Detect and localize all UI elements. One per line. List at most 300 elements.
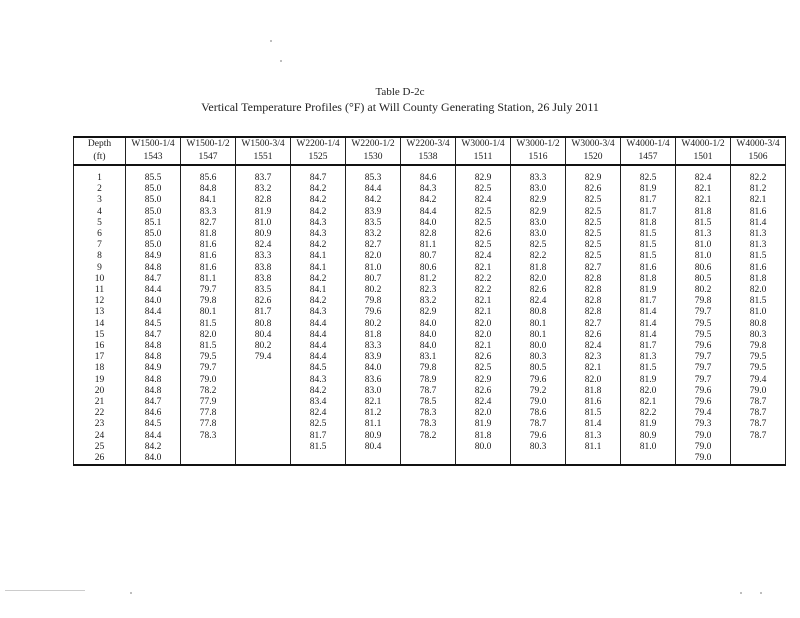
- temperature-cell: 81.9: [621, 375, 676, 386]
- station-column-header: W4000-3/4: [731, 137, 786, 151]
- table-row: [74, 431, 786, 442]
- temperature-cell: 83.9: [346, 207, 401, 218]
- spacer-cell: [236, 165, 291, 173]
- temperature-cell: 84.5: [126, 319, 181, 330]
- temperature-cell: [236, 375, 291, 386]
- temperature-cell: 82.9: [566, 173, 621, 184]
- temperature-cell: 81.8: [566, 386, 621, 397]
- temperature-cell: 78.7: [731, 397, 786, 408]
- table-row: [74, 386, 786, 397]
- temperature-cell: 82.5: [456, 240, 511, 251]
- temperature-cell: 83.6: [346, 375, 401, 386]
- temperature-cell: 83.3: [236, 251, 291, 262]
- temperature-cell: 83.9: [346, 352, 401, 363]
- scan-speck: [280, 60, 282, 62]
- temperature-cell: 81.0: [676, 251, 731, 262]
- temperature-cell: 81.5: [731, 296, 786, 307]
- header-row-times: [74, 151, 786, 165]
- temperature-cell: 82.1: [456, 296, 511, 307]
- temperature-cell: 84.4: [291, 330, 346, 341]
- temperature-cell: 83.0: [511, 229, 566, 240]
- temperature-cell: 84.3: [291, 375, 346, 386]
- temperature-cell: 81.5: [291, 442, 346, 453]
- temperature-cell: 80.8: [511, 307, 566, 318]
- depth-cell: 7: [74, 240, 126, 251]
- depth-cell: 4: [74, 207, 126, 218]
- temperature-cell: 80.7: [346, 274, 401, 285]
- temperature-cell: [401, 442, 456, 453]
- temperature-cell: 81.9: [621, 184, 676, 195]
- station-column-header: W4000-1/2: [676, 137, 731, 151]
- temperature-cell: 85.1: [126, 218, 181, 229]
- temperature-cell: 79.6: [346, 307, 401, 318]
- temperature-cell: 84.3: [291, 218, 346, 229]
- temperature-cell: 81.6: [731, 207, 786, 218]
- depth-cell: 11: [74, 285, 126, 296]
- temperature-cell: 82.4: [236, 240, 291, 251]
- temperature-cell: 81.2: [731, 184, 786, 195]
- temperature-cell: [236, 431, 291, 442]
- temperature-cell: 84.6: [401, 173, 456, 184]
- temperature-cell: 82.1: [346, 397, 401, 408]
- temperature-cell: 81.7: [621, 296, 676, 307]
- depth-cell: 6: [74, 229, 126, 240]
- temperature-cell: 84.4: [291, 341, 346, 352]
- depth-cell: 16: [74, 341, 126, 352]
- temperature-cell: 83.0: [346, 386, 401, 397]
- temperature-cell: 81.0: [621, 442, 676, 453]
- temperature-cell: 80.2: [676, 285, 731, 296]
- temperature-cell: 82.9: [456, 375, 511, 386]
- temperature-cell: [401, 453, 456, 465]
- temperature-cell: 80.4: [346, 442, 401, 453]
- station-time-header: 1520: [566, 151, 621, 165]
- temperature-cell: 79.4: [676, 408, 731, 419]
- station-time-header: 1511: [456, 151, 511, 165]
- temperature-cell: 82.4: [456, 195, 511, 206]
- station-column-header: W2200-3/4: [401, 137, 456, 151]
- temperature-cell: 82.0: [181, 330, 236, 341]
- temperature-cell: 78.7: [731, 408, 786, 419]
- temperature-cell: 85.0: [126, 207, 181, 218]
- temperature-cell: 82.1: [456, 263, 511, 274]
- temperature-cell: 84.4: [126, 307, 181, 318]
- depth-cell: 26: [74, 453, 126, 465]
- temperature-cell: 82.7: [346, 240, 401, 251]
- temperature-cell: 83.3: [511, 173, 566, 184]
- temperature-cell: 81.8: [676, 207, 731, 218]
- temperature-cell: 79.0: [676, 431, 731, 442]
- depth-cell: 5: [74, 218, 126, 229]
- spacer-cell: [74, 165, 126, 173]
- temperature-cell: 84.2: [291, 274, 346, 285]
- temperature-cell: 80.3: [511, 352, 566, 363]
- temperature-cell: 82.9: [511, 207, 566, 218]
- station-time-header: 1457: [621, 151, 676, 165]
- temperature-cell: 84.1: [291, 285, 346, 296]
- temperature-cell: 81.6: [566, 397, 621, 408]
- temperature-cell: 82.0: [566, 375, 621, 386]
- temperature-cell: [456, 453, 511, 465]
- table-row: [74, 397, 786, 408]
- table-row: [74, 285, 786, 296]
- table-row: [74, 184, 786, 195]
- temperature-cell: 81.6: [181, 263, 236, 274]
- temperature-cell: [181, 453, 236, 465]
- temperature-cell: 82.4: [291, 408, 346, 419]
- station-time-header: 1543: [126, 151, 181, 165]
- temperature-cell: 82.0: [621, 386, 676, 397]
- table-row: [74, 307, 786, 318]
- temperature-cell: 82.2: [621, 408, 676, 419]
- temperature-cell: 78.2: [401, 431, 456, 442]
- temperature-cell: 82.5: [566, 218, 621, 229]
- temperature-cell: 81.5: [181, 341, 236, 352]
- temperature-cell: 83.1: [401, 352, 456, 363]
- spacer-cell: [291, 165, 346, 173]
- temperature-cell: 84.4: [291, 319, 346, 330]
- temperature-cell: [236, 453, 291, 465]
- temperature-cell: 81.5: [181, 319, 236, 330]
- temperature-cell: 77.8: [181, 419, 236, 430]
- temperature-cell: 81.1: [346, 419, 401, 430]
- temperature-cell: 84.3: [291, 229, 346, 240]
- temperature-cell: 83.2: [346, 229, 401, 240]
- temperature-cell: 78.6: [511, 408, 566, 419]
- temperature-cell: 82.5: [566, 207, 621, 218]
- table-row: [74, 263, 786, 274]
- station-time-header: 1551: [236, 151, 291, 165]
- temperature-cell: 84.2: [291, 184, 346, 195]
- station-column-header: W4000-1/4: [621, 137, 676, 151]
- temperature-cell: [236, 442, 291, 453]
- temperature-cell: 81.0: [236, 218, 291, 229]
- temperature-cell: 77.8: [181, 408, 236, 419]
- table-caption: Table D-2c: [375, 86, 425, 98]
- depth-cell: 13: [74, 307, 126, 318]
- temperature-cell: 80.0: [511, 341, 566, 352]
- temperature-cell: 83.5: [346, 218, 401, 229]
- temperature-cell: 81.9: [236, 207, 291, 218]
- depth-cell: 18: [74, 363, 126, 374]
- temperature-cell: 79.6: [511, 375, 566, 386]
- temperature-cell: 82.7: [566, 319, 621, 330]
- temperature-cell: 82.8: [236, 195, 291, 206]
- temperature-cell: 84.7: [126, 397, 181, 408]
- temperature-cell: 79.7: [676, 375, 731, 386]
- temperature-cell: 84.2: [291, 296, 346, 307]
- temperature-cell: 84.0: [126, 296, 181, 307]
- temperature-cell: 81.7: [236, 307, 291, 318]
- station-time-header: 1525: [291, 151, 346, 165]
- temperature-cell: 82.8: [401, 229, 456, 240]
- temperature-cell: 84.7: [126, 274, 181, 285]
- temperature-cell: 80.4: [236, 330, 291, 341]
- temperature-cell: 81.8: [731, 274, 786, 285]
- temperature-cell: 79.4: [731, 375, 786, 386]
- temperature-cell: 84.4: [126, 285, 181, 296]
- temperature-cell: 84.0: [346, 363, 401, 374]
- temperature-cell: 85.0: [126, 240, 181, 251]
- temperature-cell: 80.0: [456, 442, 511, 453]
- temperature-cell: 80.8: [236, 319, 291, 330]
- depth-cell: 21: [74, 397, 126, 408]
- temperature-cell: 84.9: [126, 251, 181, 262]
- temperature-cell: 82.4: [566, 341, 621, 352]
- temperature-cell: 81.4: [566, 419, 621, 430]
- table-row: [74, 341, 786, 352]
- temperature-cell: 79.6: [676, 397, 731, 408]
- temperature-cell: 81.8: [511, 263, 566, 274]
- temperature-cell: 82.8: [566, 296, 621, 307]
- temperature-cell: 82.5: [456, 184, 511, 195]
- temperature-cell: [346, 453, 401, 465]
- temperature-cell: 79.6: [676, 341, 731, 352]
- temperature-cell: 81.6: [181, 240, 236, 251]
- temperature-cell: 84.8: [181, 184, 236, 195]
- station-column-header: W3000-1/4: [456, 137, 511, 151]
- temperature-cell: 79.4: [236, 352, 291, 363]
- temperature-cell: 81.3: [566, 431, 621, 442]
- temperature-cell: 80.2: [346, 285, 401, 296]
- temperature-cell: 82.5: [566, 229, 621, 240]
- temperature-cell: 80.1: [511, 330, 566, 341]
- temperature-cell: 78.7: [731, 419, 786, 430]
- temperature-cell: 79.0: [676, 442, 731, 453]
- spacer-cell: [731, 165, 786, 173]
- temperature-cell: 84.2: [291, 240, 346, 251]
- temperature-cell: 79.0: [181, 375, 236, 386]
- temperature-cell: 79.8: [676, 296, 731, 307]
- temperature-cell: 84.1: [291, 263, 346, 274]
- temperature-cell: 84.5: [126, 419, 181, 430]
- temperature-cell: 82.5: [566, 240, 621, 251]
- spacer-cell: [676, 165, 731, 173]
- temperature-cell: 83.2: [401, 296, 456, 307]
- temperature-cell: 81.7: [291, 431, 346, 442]
- temperature-cell: 83.4: [291, 397, 346, 408]
- temperature-cell: 80.6: [676, 263, 731, 274]
- temperature-cell: 81.3: [731, 240, 786, 251]
- spacer-cell: [456, 165, 511, 173]
- temperature-cell: 84.6: [126, 408, 181, 419]
- temperature-cell: 82.6: [456, 386, 511, 397]
- temperature-cell: 81.7: [621, 195, 676, 206]
- temperature-cell: 81.7: [621, 341, 676, 352]
- temperature-cell: 77.9: [181, 397, 236, 408]
- temperature-cell: 80.5: [676, 274, 731, 285]
- temperature-cell: [236, 408, 291, 419]
- temperature-cell: 84.8: [126, 263, 181, 274]
- temperature-cell: 81.6: [181, 251, 236, 262]
- temperature-cell: 79.7: [676, 352, 731, 363]
- table-row: [74, 319, 786, 330]
- temperature-cell: 84.2: [291, 195, 346, 206]
- table-row: [74, 251, 786, 262]
- temperature-cell: 85.0: [126, 229, 181, 240]
- temperature-cell: 78.7: [401, 386, 456, 397]
- temperature-cell: 81.2: [401, 274, 456, 285]
- table-row: [74, 274, 786, 285]
- temperature-cell: 83.3: [181, 207, 236, 218]
- temperature-cell: 82.7: [566, 263, 621, 274]
- temperature-cell: 79.7: [676, 307, 731, 318]
- temperature-cell: 82.5: [291, 419, 346, 430]
- temperature-cell: 80.1: [511, 319, 566, 330]
- temperature-cell: 81.8: [621, 274, 676, 285]
- temperature-cell: 84.2: [291, 207, 346, 218]
- table-row: [74, 296, 786, 307]
- table-row: [74, 442, 786, 453]
- temperature-cell: 79.8: [181, 296, 236, 307]
- depth-cell: 24: [74, 431, 126, 442]
- temperature-cell: [291, 453, 346, 465]
- station-column-header: W1500-3/4: [236, 137, 291, 151]
- temperature-cell: 82.5: [456, 363, 511, 374]
- temperature-cell: 80.9: [346, 431, 401, 442]
- header-row-names: [74, 137, 786, 151]
- depth-cell: 17: [74, 352, 126, 363]
- temperature-cell: 81.1: [566, 442, 621, 453]
- temperature-cell: 82.8: [566, 307, 621, 318]
- temperature-cell: 82.8: [566, 274, 621, 285]
- depth-cell: 22: [74, 408, 126, 419]
- temperature-cell: 78.7: [511, 419, 566, 430]
- spacer-row: [74, 165, 786, 173]
- depth-cell: 15: [74, 330, 126, 341]
- temperature-cell: 82.0: [456, 330, 511, 341]
- depth-unit-header: (ft): [74, 151, 126, 165]
- temperature-cell: 85.3: [346, 173, 401, 184]
- temperature-table: [73, 136, 786, 466]
- temperature-cell: 79.3: [676, 419, 731, 430]
- temperature-cell: 81.4: [621, 330, 676, 341]
- table-row: [74, 419, 786, 430]
- scan-speck: [760, 592, 762, 594]
- table-row: [74, 352, 786, 363]
- temperature-cell: 82.5: [566, 251, 621, 262]
- temperature-cell: [566, 453, 621, 465]
- table-row: [74, 195, 786, 206]
- temperature-cell: 82.5: [566, 195, 621, 206]
- temperature-cell: 80.6: [401, 263, 456, 274]
- temperature-cell: 82.3: [401, 285, 456, 296]
- temperature-cell: 83.2: [236, 184, 291, 195]
- temperature-cell: 82.4: [456, 251, 511, 262]
- temperature-cell: 82.5: [621, 173, 676, 184]
- temperature-cell: 82.9: [511, 195, 566, 206]
- depth-cell: 12: [74, 296, 126, 307]
- temperature-cell: 83.7: [236, 173, 291, 184]
- temperature-cell: 81.0: [676, 240, 731, 251]
- station-time-header: 1547: [181, 151, 236, 165]
- temperature-cell: 81.9: [621, 285, 676, 296]
- temperature-cell: 82.6: [511, 285, 566, 296]
- temperature-cell: 78.5: [401, 397, 456, 408]
- temperature-cell: 84.4: [346, 184, 401, 195]
- temperature-cell: 80.9: [236, 229, 291, 240]
- depth-cell: 10: [74, 274, 126, 285]
- temperature-cell: 82.7: [181, 218, 236, 229]
- table-row: [74, 363, 786, 374]
- temperature-cell: 82.2: [731, 173, 786, 184]
- temperature-cell: 82.0: [456, 408, 511, 419]
- temperature-cell: 84.8: [126, 386, 181, 397]
- temperature-cell: 81.3: [731, 229, 786, 240]
- temperature-cell: 81.7: [621, 207, 676, 218]
- temperature-cell: 79.0: [731, 386, 786, 397]
- temperature-cell: 78.3: [181, 431, 236, 442]
- temperature-cell: 79.8: [401, 363, 456, 374]
- temperature-cell: 83.0: [511, 218, 566, 229]
- temperature-cell: 79.0: [511, 397, 566, 408]
- depth-cell: 14: [74, 319, 126, 330]
- temperature-cell: 80.2: [236, 341, 291, 352]
- temperature-cell: 85.5: [126, 173, 181, 184]
- temperature-cell: 82.6: [566, 330, 621, 341]
- temperature-cell: 82.5: [456, 218, 511, 229]
- temperature-cell: 78.7: [731, 431, 786, 442]
- temperature-cell: 79.7: [676, 363, 731, 374]
- temperature-cell: 81.4: [731, 218, 786, 229]
- temperature-cell: 84.2: [126, 442, 181, 453]
- temperature-cell: 79.8: [731, 341, 786, 352]
- temperature-cell: 84.5: [291, 363, 346, 374]
- temperature-cell: 82.6: [566, 184, 621, 195]
- temperature-cell: 79.5: [181, 352, 236, 363]
- temperature-cell: 84.0: [126, 453, 181, 465]
- temperature-cell: 84.2: [346, 195, 401, 206]
- temperature-cell: 81.4: [621, 307, 676, 318]
- temperature-cell: 80.5: [511, 363, 566, 374]
- temperature-cell: 81.0: [346, 263, 401, 274]
- temperature-cell: 83.3: [346, 341, 401, 352]
- temperature-cell: 82.2: [511, 251, 566, 262]
- temperature-cell: 84.1: [181, 195, 236, 206]
- temperature-cell: 81.5: [731, 251, 786, 262]
- temperature-cell: 81.8: [621, 218, 676, 229]
- temperature-cell: 81.4: [621, 319, 676, 330]
- temperature-cell: 80.3: [511, 442, 566, 453]
- temperature-cell: 79.7: [181, 285, 236, 296]
- station-time-header: 1530: [346, 151, 401, 165]
- table-row: [74, 375, 786, 386]
- temperature-cell: 78.2: [181, 386, 236, 397]
- depth-cell: 2: [74, 184, 126, 195]
- depth-cell: 9: [74, 263, 126, 274]
- table-row: [74, 173, 786, 184]
- table-body: [74, 165, 786, 465]
- temperature-cell: 84.8: [126, 352, 181, 363]
- temperature-cell: 82.9: [401, 307, 456, 318]
- temperature-cell: 81.5: [621, 363, 676, 374]
- table-row: [74, 218, 786, 229]
- temperature-cell: 84.3: [291, 307, 346, 318]
- scan-mark: [5, 590, 85, 591]
- temperature-cell: 82.1: [456, 307, 511, 318]
- temperature-cell: 81.2: [346, 408, 401, 419]
- temperature-cell: 83.8: [236, 274, 291, 285]
- temperature-cell: [731, 453, 786, 465]
- temperature-cell: 80.2: [346, 319, 401, 330]
- temperature-cell: 79.5: [731, 363, 786, 374]
- station-time-header: 1516: [511, 151, 566, 165]
- depth-cell: 3: [74, 195, 126, 206]
- temperature-cell: 79.0: [676, 453, 731, 465]
- temperature-cell: 81.6: [621, 263, 676, 274]
- temperature-cell: [236, 419, 291, 430]
- temperature-cell: 82.6: [456, 352, 511, 363]
